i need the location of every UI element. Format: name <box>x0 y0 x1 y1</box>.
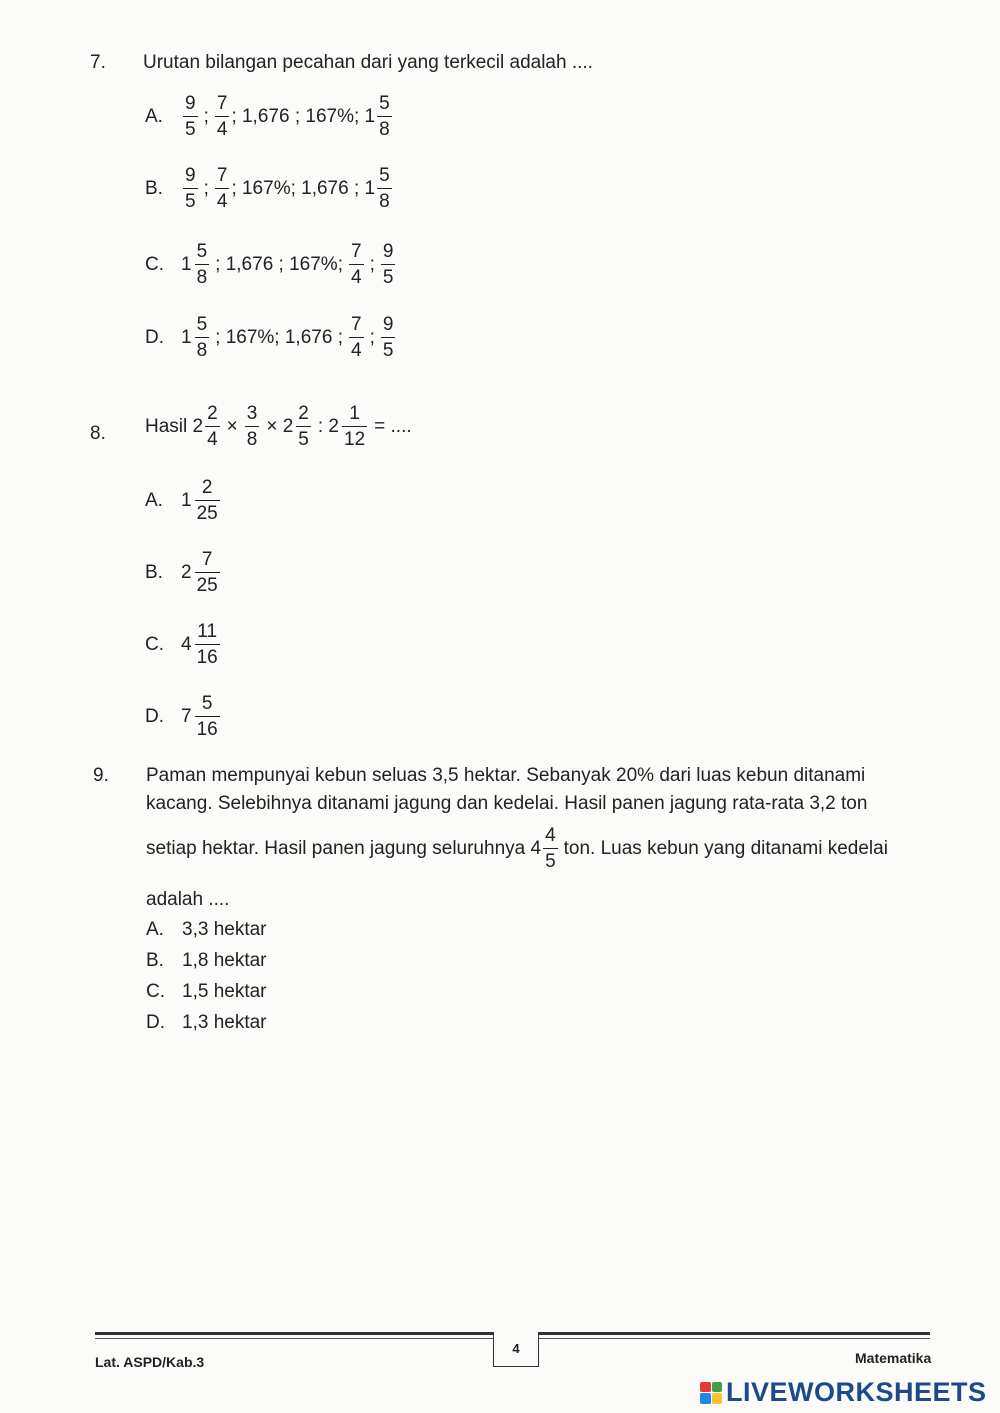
option-letter: D. <box>145 326 164 348</box>
option-letter: C. <box>145 633 164 655</box>
option-text: 1,3 hektar <box>182 1012 267 1033</box>
fraction: $\frac{5}{16}$ <box>196 693 218 740</box>
q8-option-a[interactable]: A. 1 $\frac{2}{25}$ <box>145 477 218 524</box>
fraction: $\frac{2}{25}$ <box>196 477 218 524</box>
option-letter: B. <box>146 950 164 971</box>
option-letter: B. <box>145 561 163 583</box>
fraction: $\frac{5}{8}$ <box>196 314 208 361</box>
liveworksheets-logo[interactable] <box>700 1377 987 1408</box>
option-letter: A. <box>145 489 163 511</box>
fraction: $\frac{9}{5}$ <box>185 93 196 140</box>
fraction: $\frac{7}{4}$ <box>350 241 362 288</box>
q8-question: Hasil 2 $\frac{2}{4}$ × $\frac{3}{8}$ × 2 $\frac{2}{5}$ : 2 $\frac{1}{12}$ = .... <box>145 403 412 450</box>
fraction: $\frac{9}{5}$ <box>382 241 394 288</box>
footer-subject: Matematika <box>855 1350 932 1366</box>
fraction: $\frac{5}{8}$ <box>379 93 390 140</box>
fraction: $\frac{7}{25}$ <box>196 549 218 596</box>
q9-line1: Paman mempunyai kebun seluas 3,5 hektar. Sebanyak 20% dari luas kebun ditanami <box>146 765 866 786</box>
fraction: $\frac{2}{5}$ <box>298 403 309 450</box>
option-letter: B. <box>145 177 163 199</box>
q9-option-c[interactable] <box>146 981 267 1003</box>
q8-option-b[interactable]: B. 2 $\frac{7}{25}$ <box>145 549 218 596</box>
q7-option-a[interactable]: A. $\frac{9}{5}$ ; $\frac{7}{4}$ ; 1,676 ; 167%; 1 $\frac{5}{8}$ <box>145 93 390 140</box>
fraction: $\frac{4}{5}$ <box>545 825 556 872</box>
option-text: 3,3 hektar <box>182 919 267 940</box>
option-letter: D. <box>146 1012 165 1033</box>
q7-option-b[interactable]: B. $\frac{9}{5}$ ; $\frac{7}{4}$ ; 167%; 1,676 ; 1 $\frac{5}{8}$ <box>145 165 390 212</box>
q8-option-d[interactable]: D. 7 $\frac{5}{16}$ <box>145 693 218 740</box>
page-number: 4 <box>493 1332 539 1367</box>
q7-option-d[interactable]: D. 1 $\frac{5}{8}$ ; 167%; 1,676 ; $\frac{7}{4}$ ; $\frac{9}{5}$ <box>145 314 394 361</box>
fraction: $\frac{9}{5}$ <box>382 314 394 361</box>
option-letter: C. <box>145 253 164 275</box>
q9-option-a[interactable] <box>146 919 267 941</box>
option-letter: D. <box>145 705 164 727</box>
q7-option-c[interactable]: C. 1 $\frac{5}{8}$ ; 1,676 ; 167%; $\frac{7}{4}$ ; $\frac{9}{5}$ <box>145 241 394 288</box>
q9-option-b[interactable] <box>146 950 267 972</box>
fraction: $\frac{5}{8}$ <box>196 241 208 288</box>
fraction: $\frac{5}{8}$ <box>379 165 390 212</box>
q7-question: Urutan bilangan pecahan dari yang terkecil adalah .... <box>143 52 593 73</box>
fraction: $\frac{9}{5}$ <box>185 165 196 212</box>
fraction: $\frac{2}{4}$ <box>207 403 218 450</box>
q8-option-c[interactable]: C. 4 $\frac{11}{16}$ <box>145 621 218 668</box>
q9-line2: kacang. Selebihnya ditanami jagung dan kedelai. Hasil panen jagung rata-rata 3,2 ton <box>146 793 868 814</box>
q9-line3: setiap hektar. Hasil panen jagung seluruhnya 4 $\frac{4}{5}$ ton. Luas kebun yang ditanami kedelai <box>146 825 888 872</box>
option-letter: C. <box>146 981 165 1002</box>
q8-number: 8. <box>90 423 106 444</box>
brand-text: LIVEWORKSHEETS <box>726 1377 987 1407</box>
q9-line4: adalah .... <box>146 889 230 910</box>
fraction: $\frac{3}{8}$ <box>246 403 258 450</box>
option-text: 1,5 hektar <box>182 981 267 1002</box>
q9-number: 9. <box>93 765 109 786</box>
option-letter: A. <box>145 105 163 127</box>
fraction: $\frac{11}{16}$ <box>196 621 218 668</box>
option-letter: A. <box>146 919 164 940</box>
q7-number: 7. <box>90 52 106 73</box>
liveworksheets-icon <box>700 1382 722 1404</box>
fraction: $\frac{7}{4}$ <box>216 165 228 212</box>
fraction: $\frac{7}{4}$ <box>350 314 362 361</box>
fraction: $\frac{1}{12}$ <box>344 403 366 450</box>
q9-option-d[interactable] <box>146 1012 267 1034</box>
footer-left-label: Lat. ASPD/Kab.3 <box>95 1354 205 1370</box>
option-text: 1,8 hektar <box>182 950 267 971</box>
fraction: $\frac{7}{4}$ <box>216 93 228 140</box>
